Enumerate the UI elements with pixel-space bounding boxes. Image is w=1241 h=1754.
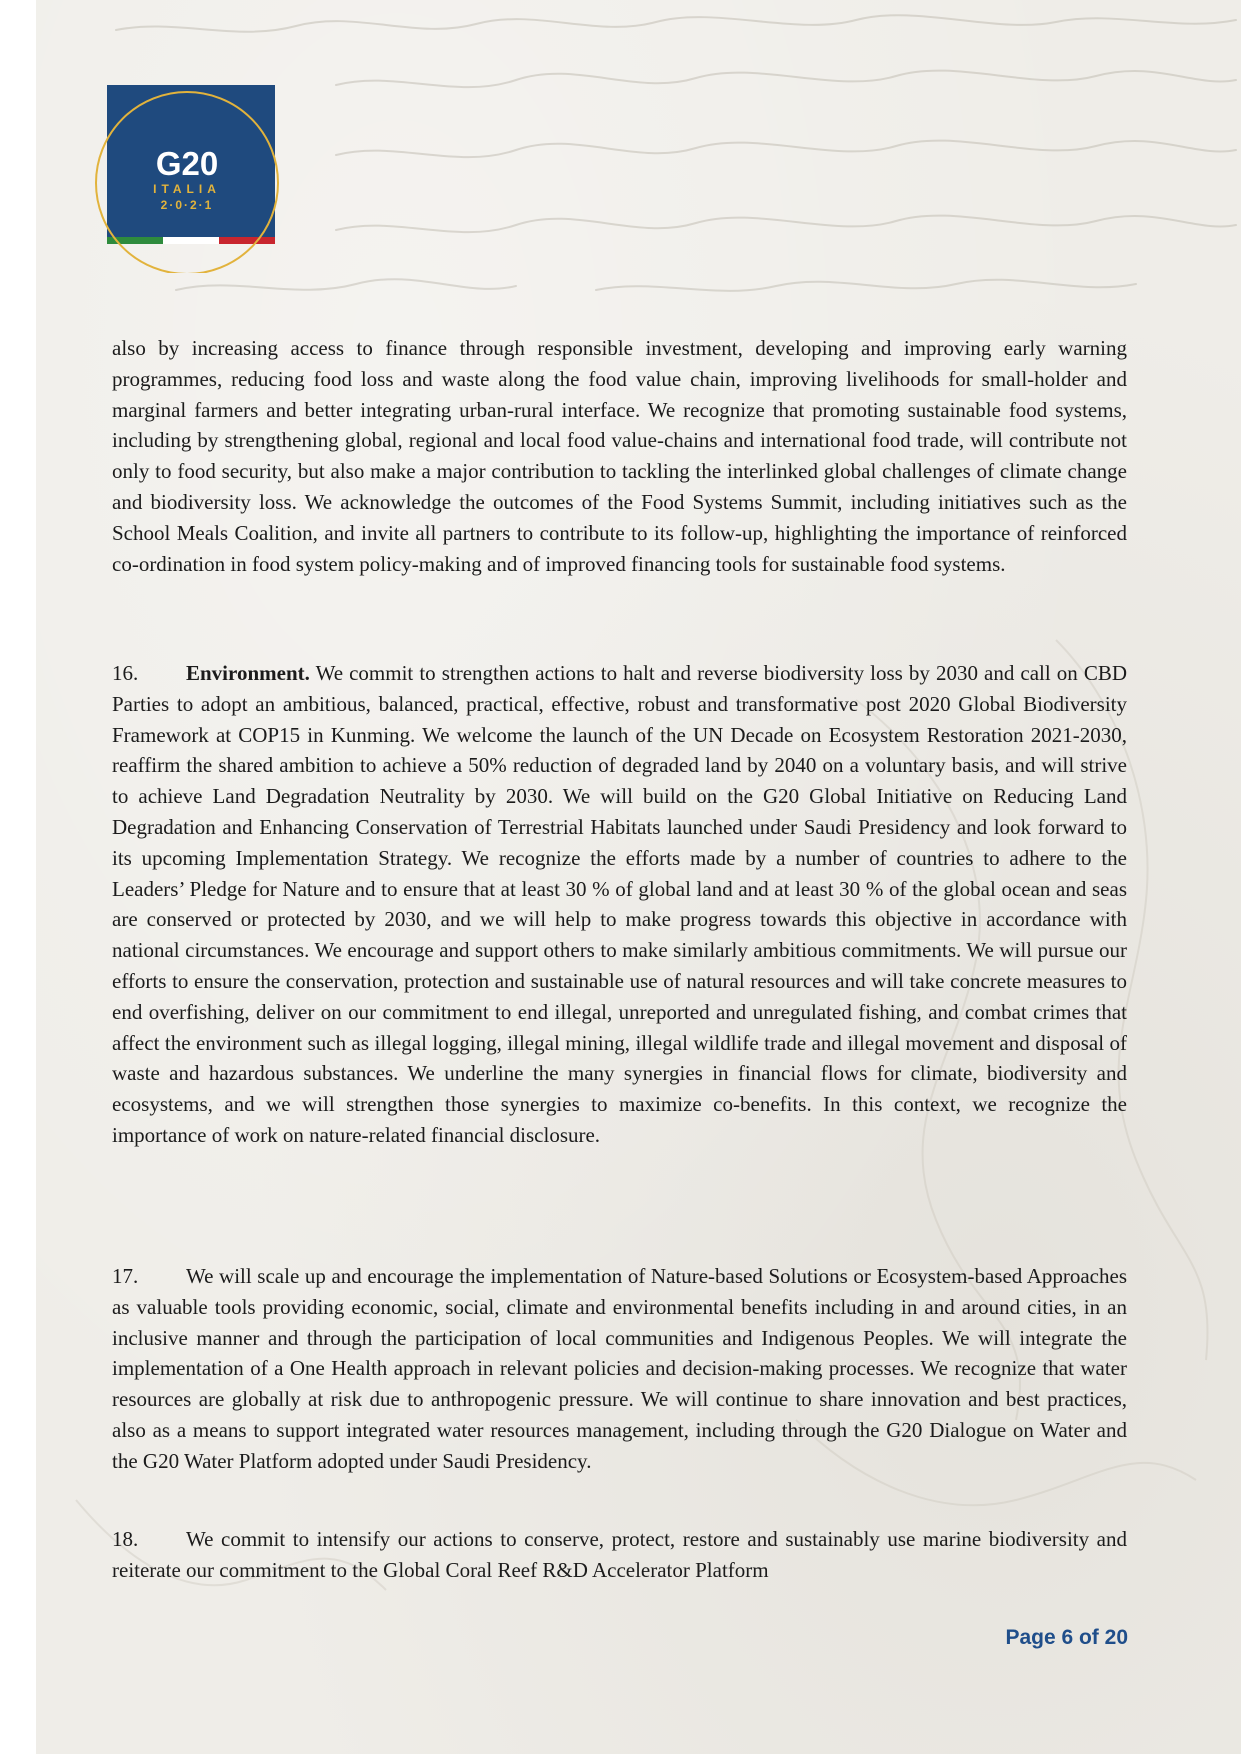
document-page bbox=[36, 0, 1241, 1754]
page-number: Page 6 of 20 bbox=[1005, 1626, 1128, 1649]
paragraph-16 bbox=[112, 658, 1127, 1151]
paragraph-number: 17. bbox=[112, 1264, 139, 1288]
paragraph-text: We will scale up and encourage the implementation of Nature-based Solutions or Ecosystem-based Approaches as valuable tools providing economic, social, climate and environmental benefits including in and around cities, in an inclusive manner and through the participation of local communities and Indigenous Peoples. We will integrate the implementation of a One Health approach in relevant policies and decision-making processes. We recognize that water resources are globally at risk due to anthropogenic pressure. We will continue to share innovation and best practices, also as a means to support integrated water resources management, including through the G20 Dialogue on Water and the G20 Water Platform adopted under Saudi Presidency. bbox=[112, 1264, 1127, 1473]
paragraph-text: We commit to intensify our actions to conserve, protect, restore and sustainably use marine biodiversity and reiterate our commitment to the Global Coral Reef R&D Accelerator Platform bbox=[112, 1527, 1127, 1582]
paragraph-18 bbox=[112, 1524, 1127, 1586]
paragraph-17 bbox=[112, 1261, 1127, 1477]
paragraph-number: 16. bbox=[112, 661, 139, 685]
g20-italia-logo bbox=[95, 53, 305, 273]
paragraph-number: 18. bbox=[112, 1527, 139, 1551]
logo-g20-text: G20 bbox=[155, 145, 219, 182]
paragraph-text: We commit to strengthen actions to halt and reverse biodiversity loss by 2030 and call on CBD Parties to adopt an ambitious, balanced, practical, effective, robust and transformative post 2020 Global Biodiversity Framework at COP15 in Kunming. We welcome the launch of the UN Decade on Ecosystem Restoration 2021-2030, reaffirm the shared ambition to achieve a 50% reduction of degraded land by 2040 on a voluntary basis, and will strive to achieve Land Degradation Neutrality by 2030. We will build on the G20 Global Initiative on Reducing Land Degradation and Enhancing Conservation of Terrestrial Habitats launched under Saudi Presidency and look forward to its upcoming Implementation Strategy. We recognize the efforts made by a number of countries to adhere to the Leaders’ Pledge for Nature and to ensure that at least 30 % of global land and at least 30 % of the global ocean and seas are conserved or protected by 2030, and we will help to make progress towards this objective in accordance with national circumstances. We encourage and support others to make similarly ambitious commitments. We will pursue our efforts to ensure the conservation, protection and sustainable use of natural resources and will take concrete measures to end overfishing, deliver on our commitment to end illegal, unreported and unregulated fishing, and combat crimes that affect the environment such as illegal logging, illegal mining, illegal wildlife trade and illegal movement and disposal of waste and hazardous substances. We underline the many synergies in financial flows for climate, biodiversity and ecosystems, and we will strengthen those synergies to maximize co-benefits. In this context, we recognize the importance of work on nature-related financial disclosure. bbox=[112, 661, 1127, 1147]
paragraph-continuation bbox=[112, 333, 1127, 579]
paragraph-heading: Environment. bbox=[186, 661, 310, 685]
logo-year-text: 2·0·2·1 bbox=[160, 198, 214, 212]
logo-italia-text: ITALIA bbox=[153, 182, 221, 196]
paragraph-text: also by increasing access to finance through responsible investment, developing and improving early warning programmes, reducing food loss and waste along the food value chain, improving livelihoods for small-holder and marginal farmers and better integrating urban-rural interface. We recognize that promoting sustainable food systems, including by strengthening global, regional and local food value-chains and international food trade, will contribute not only to food security, but also make a major contribution to tackling the interlinked global challenges of climate change and biodiversity loss. We acknowledge the outcomes of the Food Systems Summit, including initiatives such as the School Meals Coalition, and invite all partners to contribute to its follow-up, highlighting the importance of reinforced co-ordination in food system policy-making and of improved financing tools for sustainable food systems. bbox=[112, 336, 1127, 576]
